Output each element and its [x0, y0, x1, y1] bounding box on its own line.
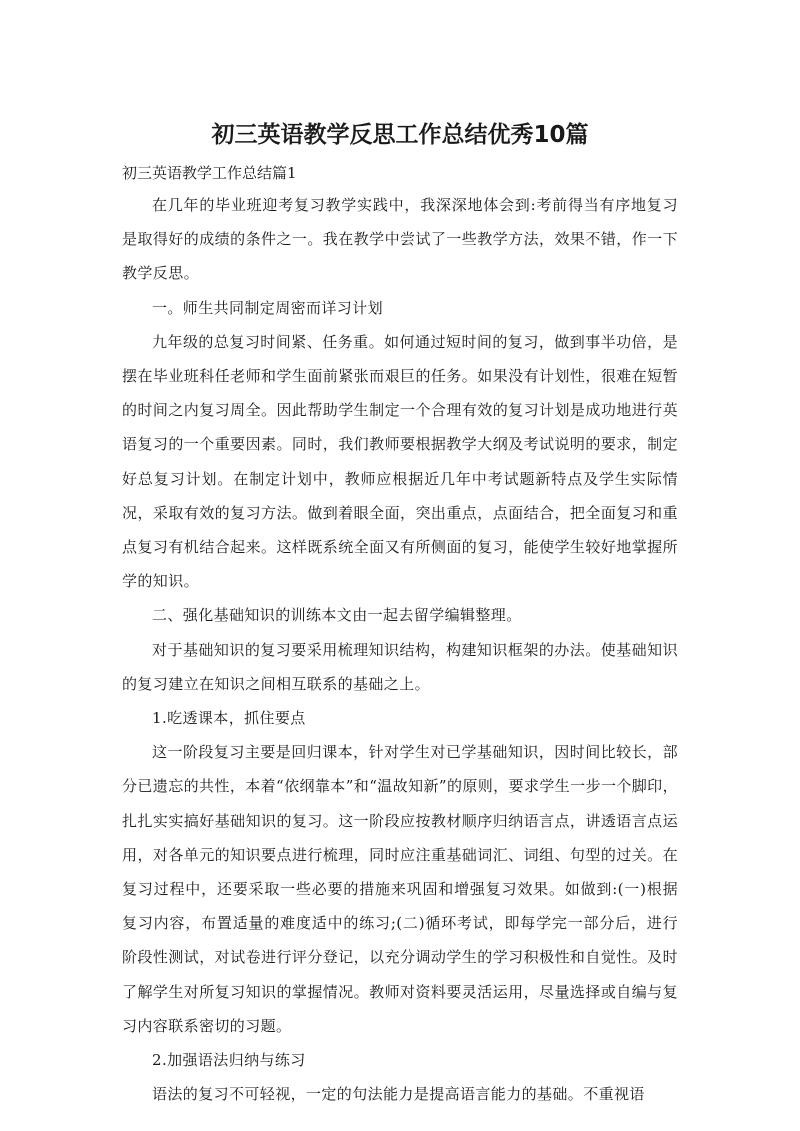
heading-grammar: 2.加强语法归纳与练习 [152, 1051, 306, 1070]
paragraph-grammar: 语法的复习不可轻视，一定的句法能力是提高语言能力的基础。不重视语 [152, 1085, 645, 1104]
paragraph-textbook: 这一阶段复习主要是回归课本，针对学生对已学基础知识，因时间比较长，部分已遗忘的共性，本着“依纲靠本”和“温故知新”的原则，要求学生一步一个脚印，扎扎实实搞好基础知识的复习。这一阶段应按教材顺序归纳语言点，讲透语言点运用，对各单元的知识要点进行梳理，同时应注重基础词汇、词组、句型的过关。在复习过程中，还要采取一些必要的措施来巩固和增强复习效果。如做到:(一)根据复习内容，布置适量的难度适中的练习;(二)循环考试，即每学完一部分后，进行阶段性测试，对试卷进行评分登记，以充分调动学生的学习积极性和自觉性。及时了解学生对所复习知识的掌握情况。教师对资料要灵活运用，尽量选择或自编与复习内容联系密切的习题。 [122, 743, 678, 1035]
paragraph-basics: 对于基础知识的复习要采用梳理知识结构，构建知识框架的办法。使基础知识的复习建立在知识之间相互联系的基础之上。 [122, 640, 678, 693]
heading-textbook: 1.吃透课本，抓住要点 [152, 709, 306, 728]
section-subtitle: 初三英语教学工作总结篇1 [122, 164, 297, 182]
paragraph-intro: 在几年的毕业班迎考复习教学实践中，我深深地体会到:考前得当有序地复习是取得好的成绩的条件之一。我在教学中尝试了一些教学方法，效果不错，作一下教学反思。 [122, 196, 678, 283]
paragraph-plan: 九年级的总复习时间紧、任务重。如何通过短时间的复习，做到事半功倍，是摆在毕业班科任老师和学生面前紧张而艰巨的任务。如果没有计划性，很难在短暂的时间之内复习周全。因此帮助学生制定一个合理有效的复习计划是成功地进行英语复习的一个重要因素。同时，我们教师要根据教学大纲及考试说明的要求，制定好总复习计划。在制定计划中，教师应根据近几年中考试题新特点及学生实际情况，采取有效的复习方法。做到着眼全面，突出重点，点面结合，把全面复习和重点复习有机结合起来。这样既系统全面又有所侧面的复习，能使学生较好地掌握所学的知识。 [122, 332, 678, 591]
document-body [122, 188, 678, 1111]
heading-plan: 一。师生共同制定周密而详习计划 [152, 298, 384, 317]
document-title: 初三英语教学反思工作总结优秀10篇 [211, 122, 589, 148]
heading-basics: 二、强化基础知识的训练本文由一起去留学编辑整理。 [152, 606, 522, 625]
